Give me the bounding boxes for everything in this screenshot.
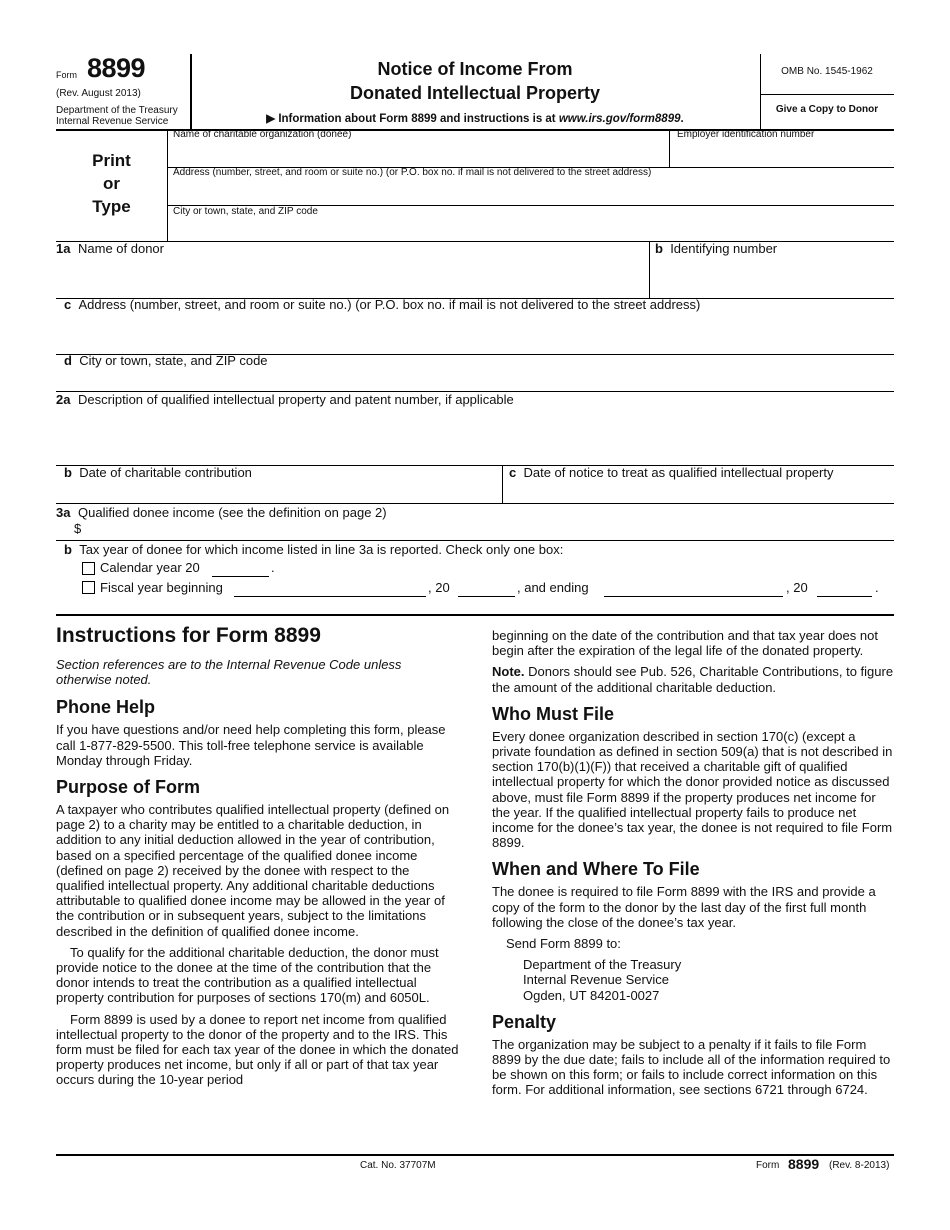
who-must-file-text: Every donee organization described in section 170(c) (except a private foundation as defined in section 509(a) that is not described in section 170(b)(1)(F)) that received a charitable gift of qualified intellectual property for which the donor provided notice as discussed above, must file Form 8899 if the property produces net income for the year. If the qualified intellectual property fails to produce net income for the donee’s tax year, the donee is not required to file Form 8899. <box>492 728 893 851</box>
line-1a-label: 1a Name of donor <box>56 241 164 256</box>
footer-form-number: 8899 <box>788 1156 820 1172</box>
org-name-label: Name of charitable organization (donee) <box>173 129 352 140</box>
line-2b-label: b Date of charitable contribution <box>64 465 252 480</box>
donor-city-field[interactable] <box>56 370 894 390</box>
and-ending-label: , and ending <box>517 580 589 595</box>
comma-20b-label: , 20 <box>786 580 808 595</box>
comma-20-label: , 20 <box>428 580 450 595</box>
donor-name-field[interactable] <box>56 258 648 296</box>
calendar-year-checkbox[interactable] <box>82 562 95 575</box>
fiscal-year-label: Fiscal year beginning <box>100 580 223 595</box>
org-name-field[interactable] <box>168 142 669 166</box>
when-where-text: The donee is required to file Form 8899 with the IRS and provide a copy of the form to the donor by the last day of the first full month following the close of the donee’s tax year. <box>492 884 876 930</box>
form-title-line1: Notice of Income From <box>377 59 573 79</box>
penalty-heading: Penalty <box>492 1011 557 1032</box>
phone-help-text: If you have questions and/or need help completing this form, please call 1-877-829-5500. This toll-free telephone service is available Monday through Friday. <box>56 722 446 768</box>
line-2a-label: 2a Description of qualified intellectual property and patent number, if applicable <box>56 392 514 407</box>
footer-form-word: Form <box>756 1160 780 1171</box>
give-copy-note: Give a Copy to Donor <box>775 104 879 115</box>
line-3a-label: 3a Qualified donee income (see the definition on page 2) <box>56 505 387 520</box>
property-description-field[interactable] <box>56 409 894 463</box>
purpose-paragraph-2: To qualify for the additional charitable deduction, the donor must provide notice to the donee at the time of the contribution that the donor intends to treat the contribution as a qualified intellectual property contribution for purposes of sections 170(m) and 6050L. <box>56 944 439 1006</box>
fiscal-end-year-field[interactable] <box>817 596 872 597</box>
dept-line2: Internal Revenue Service <box>56 116 169 127</box>
send-to-line: Send Form 8899 to: <box>506 936 621 952</box>
fiscal-end-field[interactable] <box>604 596 783 597</box>
when-where-heading: When and Where To File <box>492 859 700 880</box>
continued-paragraph: beginning on the date of the contribution and that tax year does not begin after the expiration of the legal life of the donated property. <box>492 628 878 659</box>
dept-line1: Department of the Treasury <box>56 105 178 116</box>
footer-revision: (Rev. 8-2013) <box>829 1160 890 1171</box>
instructions-title: Instructions for Form 8899 <box>56 624 321 647</box>
contribution-date-field[interactable] <box>56 482 501 501</box>
fiscal-begin-year-field[interactable] <box>458 596 515 597</box>
donee-city-field[interactable] <box>168 219 894 240</box>
info-suffix: . <box>680 113 684 125</box>
catalog-number: Cat. No. 37707M <box>360 1160 436 1171</box>
donee-address-field[interactable] <box>168 180 894 204</box>
line-2c-label: c Date of notice to treat as qualified intellectual property <box>509 465 834 480</box>
line-1d-label: d City or town, state, and ZIP code <box>64 353 268 368</box>
info-line <box>190 111 760 125</box>
calendar-year-field[interactable] <box>212 576 269 577</box>
instructions-left-column <box>56 657 460 1088</box>
section-refs-note: Section references are to the Internal Revenue Code unless otherwise noted. <box>56 657 402 688</box>
phone-help-heading: Phone Help <box>56 697 156 718</box>
purpose-paragraph-3: Form 8899 is used by a donee to report net income from qualified intellectual property to the donor of the property and to the IRS. This form must be filed for each tax year of the donee in which the donated property produces net income, but only if all or part of that tax year occurs during the 10-year period <box>56 1011 459 1088</box>
line-1c-label: c Address (number, street, and room or suite no.) (or P.O. box no. if mail is not delivered to the street address) <box>64 297 701 312</box>
line-3b-label: b Tax year of donee for which income listed in line 3a is reported. Check only one box: <box>64 542 564 557</box>
note-paragraph: Note. Donors should see Pub. 526, Charitable Contributions, to figure the amount of the additional charitable deduction. <box>492 664 894 695</box>
penalty-text: The organization may be subject to a penalty if it fails to file Form 8899 by the due date; fails to include all of the information required to be shown on this form; or fails to include correct information on this form. For additional information, see sections 6721 through 6724. <box>492 1036 891 1098</box>
irs-address: Department of the Treasury Internal Revenue Service Ogden, UT 84201-0027 <box>523 957 682 1003</box>
fiscal-year-checkbox[interactable] <box>82 581 95 594</box>
donee-address-label: Address (number, street, and room or suite no.) (or P.O. box no. if mail is not delivered to the street address) <box>173 167 652 178</box>
info-prefix: ▶ Information about Form 8899 and instructions is at <box>266 113 559 125</box>
calendar-year-label: Calendar year 20 <box>100 560 200 575</box>
fiscal-period: . <box>875 580 879 595</box>
info-url[interactable]: www.irs.gov/form8899 <box>558 113 681 125</box>
dollar-sign: $ <box>74 521 82 536</box>
who-must-file-heading: Who Must File <box>492 703 614 724</box>
fiscal-begin-field[interactable] <box>234 596 426 597</box>
form-title-line2: Donated Intellectual Property <box>349 83 601 103</box>
calendar-period: . <box>271 560 275 575</box>
ein-field[interactable] <box>670 142 894 166</box>
omb-number: OMB No. 1545-1962 <box>781 66 873 77</box>
purpose-heading: Purpose of Form <box>56 777 201 798</box>
form-revision: (Rev. August 2013) <box>56 88 141 99</box>
ein-label: Employer identification number <box>677 129 815 140</box>
form-number: 8899 <box>87 53 146 83</box>
form-word: Form <box>56 70 77 80</box>
donor-address-field[interactable] <box>56 314 894 352</box>
donee-city-label: City or town, state, and ZIP code <box>173 206 318 217</box>
identifying-number-field[interactable] <box>650 258 894 296</box>
donee-income-field[interactable] <box>86 520 894 538</box>
purpose-paragraph-1: A taxpayer who contributes qualified intellectual property (defined on page 2) to a charity may be entitled to a charitable deduction, in addition to any initial deduction allowed in the year of contribution, based on a specified percentage of the qualified donee income (defined on page 2) received by the donee with respect to the qualified intellectual property. Any additional charitable deductions attributable to qualified donee income may be allowed in the year of the contribution or in subsequent years, subject to the limitations described in the definition of qualified donee income. <box>56 802 450 939</box>
instructions-right-column <box>492 628 894 1098</box>
notice-date-field[interactable] <box>503 482 894 501</box>
line-1b-label: b Identifying number <box>655 241 778 256</box>
